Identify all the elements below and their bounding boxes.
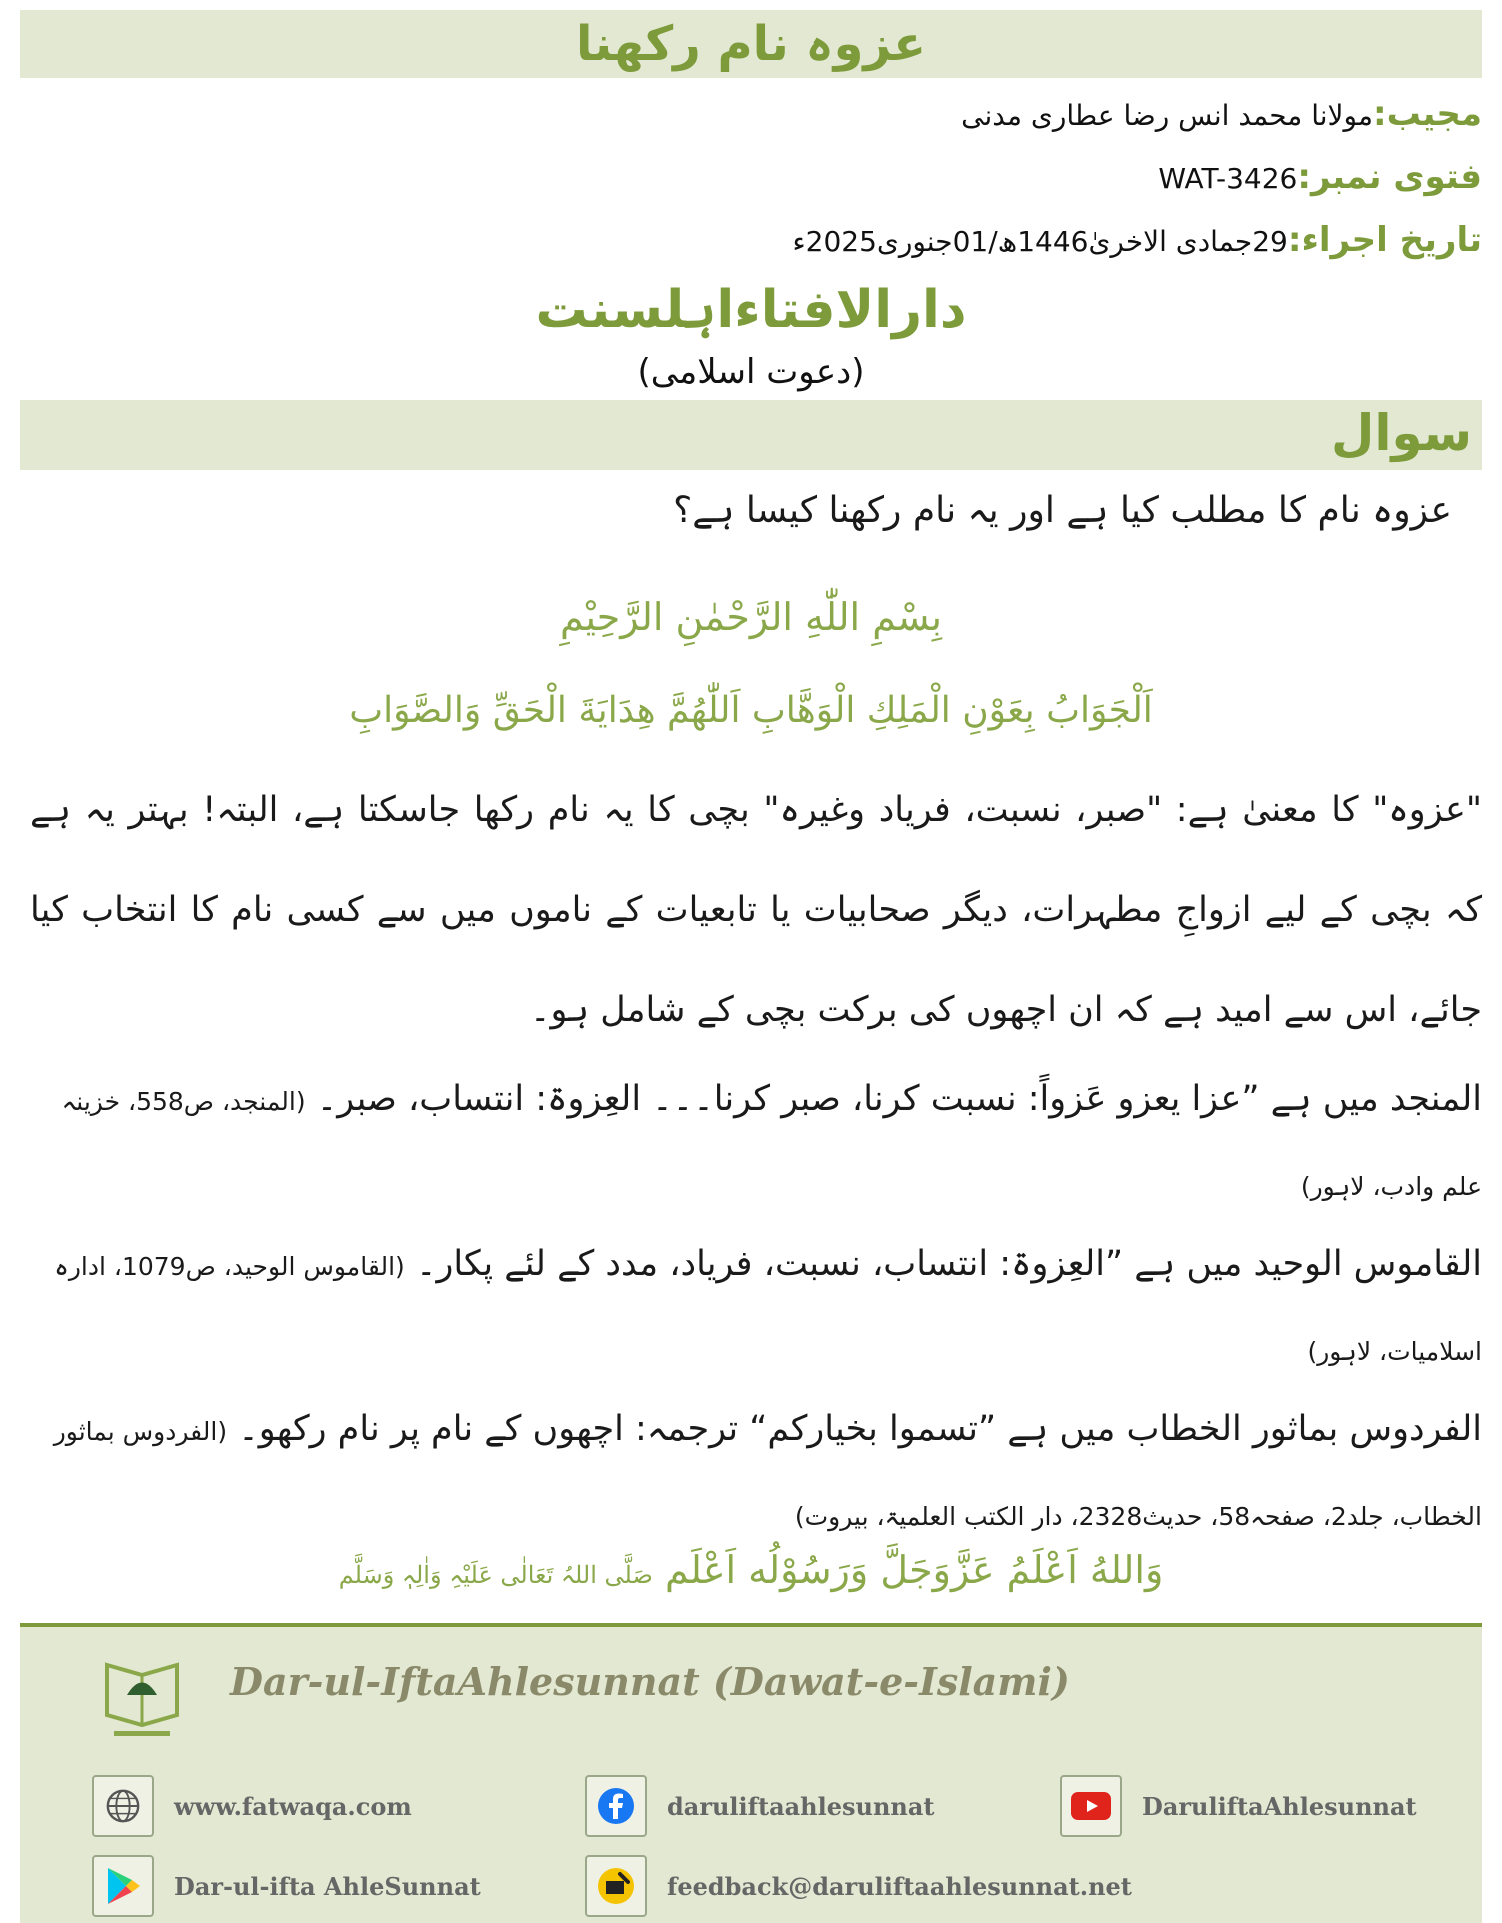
page-title: عزوہ نام رکھنا <box>575 16 927 72</box>
fatwa-number-row <box>1158 155 1482 201</box>
reference-text: القاموس الوحید میں ہے ”العِزوۃ: انتساب، نسبت، فریاد، مدد کے لئے پکار۔ <box>415 1244 1482 1284</box>
playstore-text: Dar-ul-ifta AhleSunnat <box>174 1871 481 1901</box>
reference-item <box>30 1223 1482 1393</box>
date-value: 29جمادی الاخریٰ1446ھ/01جنوری2025ء <box>792 225 1288 258</box>
reference-item <box>30 1058 1482 1228</box>
youtube-link[interactable] <box>1060 1775 1417 1837</box>
reference-text: المنجد میں ہے ”عزا یعزو عَزواً: نسبت کرنا، صبر کرنا۔۔۔ العِزوۃ: انتساب، صبر۔ <box>316 1079 1482 1119</box>
youtube-icon <box>1060 1775 1122 1837</box>
org-name: دارالافتاءاہلسنت <box>535 280 967 340</box>
website-link[interactable] <box>92 1775 412 1837</box>
facebook-link[interactable] <box>585 1775 935 1837</box>
jawab-intro: اَلْجَوَابُ بِعَوْنِ الْمَلِكِ الْوَهَّابِ اَللّٰهُمَّ هِدَايَةَ الْحَقِّ وَالصَّوَابِ <box>349 690 1153 731</box>
feedback-icon <box>585 1855 647 1917</box>
feedback-link[interactable] <box>585 1855 1132 1917</box>
reference-item <box>30 1388 1482 1558</box>
date-row <box>792 218 1482 264</box>
playstore-link[interactable] <box>92 1855 481 1917</box>
facebook-icon <box>585 1775 647 1837</box>
facebook-text: daruliftaahlesunnat <box>667 1791 935 1821</box>
reference-source: (المنجد، ص558، خزینہ علم وادب، لاہور) <box>61 1087 1482 1201</box>
feedback-email-text: feedback@daruliftaahlesunnat.net <box>667 1871 1132 1901</box>
answer-paragraph: "عزوہ" کا معنیٰ ہے: "صبر، نسبت، فریاد وغیرہ" بچی کا یہ نام رکھا جاسکتا ہے، البتہ! بہتر یہ ہے کہ بچی کے لیے ازواجِ مطہرات، دیگر صحابیات یا تابعیات کے ناموں میں سے کسی نام کا انتخاب کیا جائے، اس سے امید ہے کہ ان اچھوں کی برکت بچی کے شامل ہو۔ <box>30 790 1482 1030</box>
closing-main: وَاللهُ اَعْلَمُ عَزَّوَجَلَّ وَرَسُوْلُه اَعْلَم <box>664 1548 1164 1592</box>
footer <box>20 1623 1482 1923</box>
question-heading-band <box>20 400 1482 470</box>
reference-source: (الفردوس بماثور الخطاب، جلد2، صفحہ58، حدیث2328، دار الکتب العلمیۃ، بیروت) <box>53 1417 1482 1531</box>
closing-salutation: صَلَّی اللہُ تَعَالٰی عَلَیْہِ وَاٰلِہٖ وَسَلَّم <box>338 1561 653 1589</box>
date-label: تاریخ اجراء: <box>1287 220 1482 260</box>
logo-icon <box>92 1645 192 1745</box>
reference-text: الفردوس بماثور الخطاب میں ہے ”تسموا بخیارکم“ ترجمہ: اچھوں کے نام پر نام رکھو۔ <box>238 1409 1482 1449</box>
reference-source: (القاموس الوحید، ص1079، ادارہ اسلامیات، لاہور) <box>54 1252 1482 1366</box>
globe-icon <box>92 1775 154 1837</box>
title-band <box>20 10 1482 78</box>
org-subtitle: (دعوت اسلامی) <box>637 352 865 392</box>
mujeeb-label: مجیب: <box>1372 94 1482 134</box>
playstore-icon <box>92 1855 154 1917</box>
bismillah: بِسْمِ اللّٰهِ الرَّحْمٰنِ الرَّحِيْمِ <box>560 595 942 639</box>
question-text: عزوہ نام کا مطلب کیا ہے اور یہ نام رکھنا کیسا ہے؟ <box>673 490 1452 531</box>
website-text: www.fatwaqa.com <box>174 1791 412 1821</box>
closing-line <box>0 1548 1502 1592</box>
fatwa-number-value: WAT-3426 <box>1158 162 1298 195</box>
mujeeb-value: مولانا محمد انس رضا عطاری مدنی <box>961 99 1373 132</box>
mujeeb-row <box>961 92 1482 138</box>
fatwa-number-label: فتوی نمبر: <box>1297 157 1482 197</box>
question-heading: سوال <box>1330 404 1472 462</box>
footer-title: Dar-ul-IftaAhlesunnat (Dawat-e-Islami) <box>230 1659 1070 1704</box>
youtube-text: DaruliftaAhlesunnat <box>1142 1791 1417 1821</box>
